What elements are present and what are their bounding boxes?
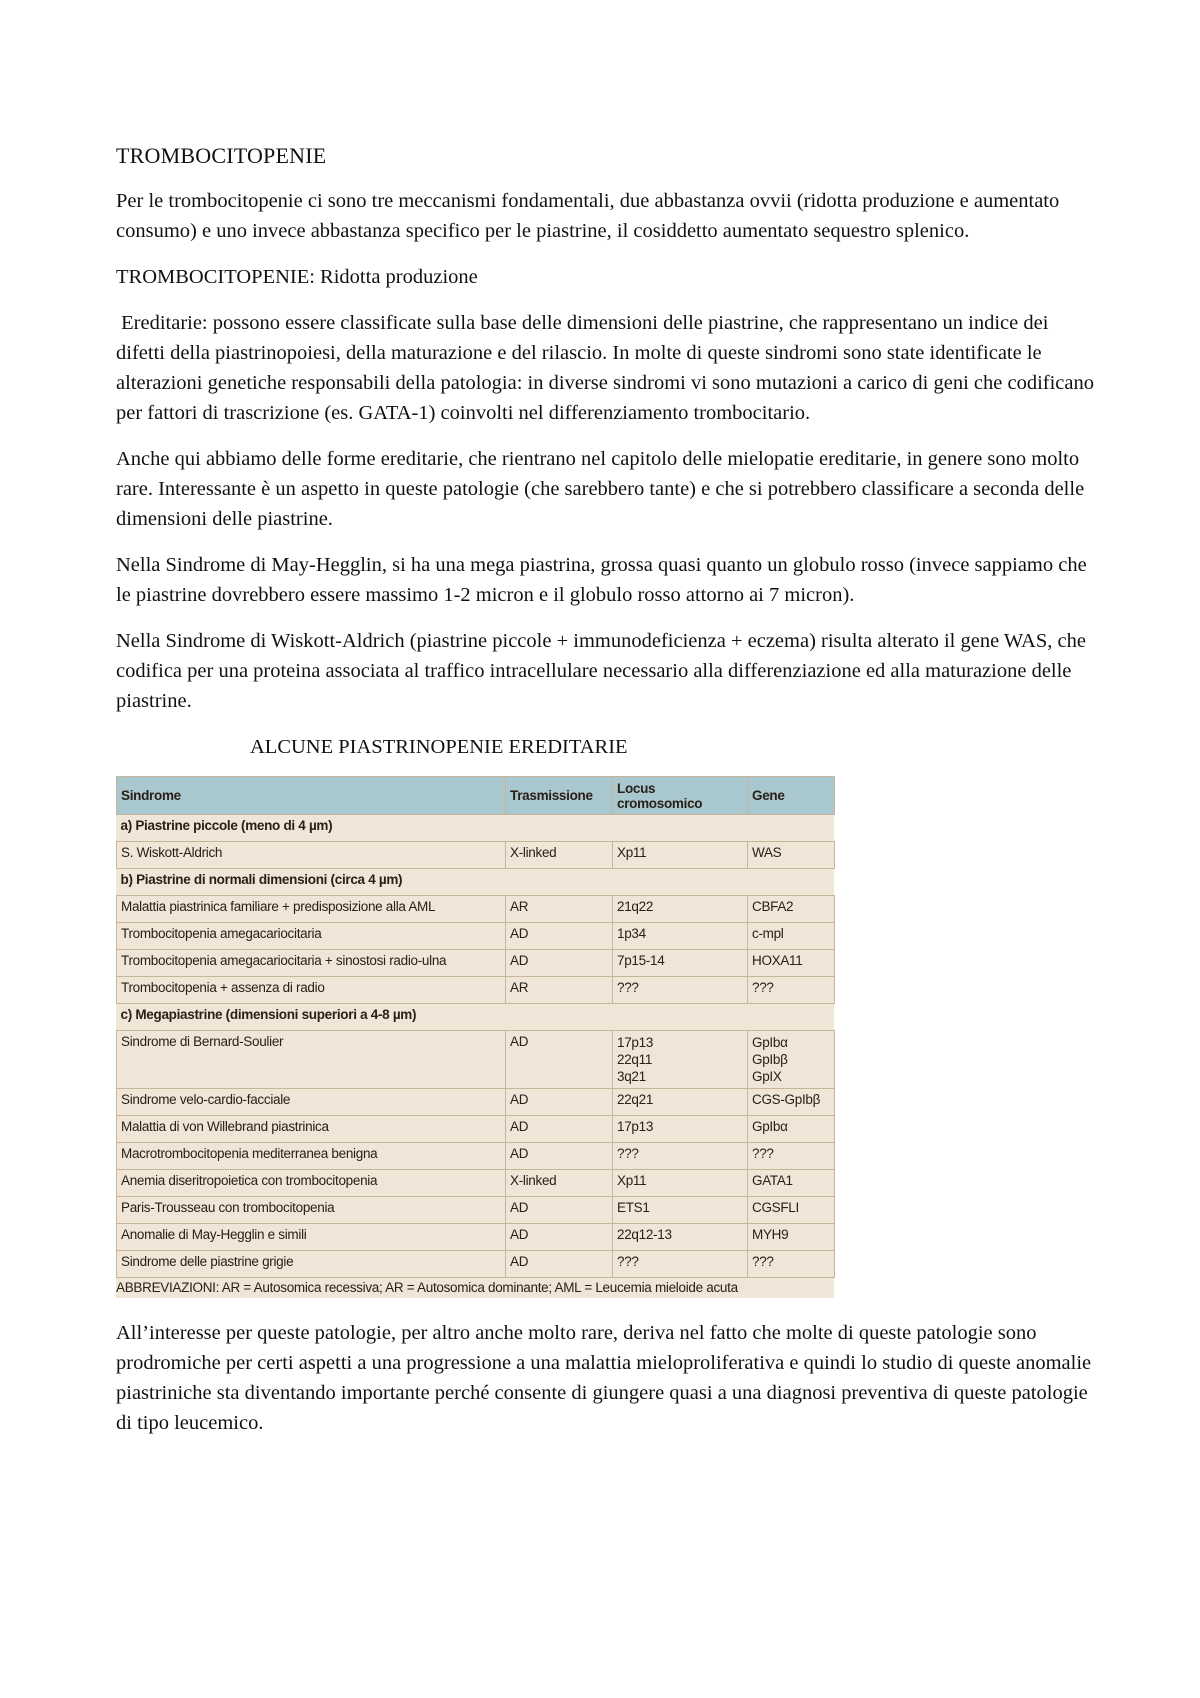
cell-trasmissione: AD	[506, 1031, 613, 1089]
section-label: c) Megapiastrine (dimensioni superiori a 4-8 µm)	[117, 1004, 835, 1031]
section-label: a) Piastrine piccole (meno di 4 µm)	[117, 815, 835, 842]
locus-line: 3q21	[617, 1069, 646, 1084]
cell-gene: HOXA11	[748, 950, 835, 977]
cell-locus: 21q22	[613, 896, 748, 923]
locus-line: 22q11	[617, 1052, 653, 1067]
cell-gene: MYH9	[748, 1224, 835, 1251]
cell-locus: Xp11	[613, 1170, 748, 1197]
table-row	[117, 1197, 835, 1224]
cell-gene: WAS	[748, 842, 835, 869]
cell-gene: CBFA2	[748, 896, 835, 923]
table-row	[117, 1031, 835, 1089]
cell-sindrome: Sindrome velo-cardio-facciale	[117, 1089, 506, 1116]
table-section-row	[117, 815, 835, 842]
document-title: TROMBOCITOPENIE	[116, 143, 327, 168]
cell-gene: ???	[748, 1251, 835, 1278]
cell-trasmissione: AD	[506, 1116, 613, 1143]
cell-gene: GpIbα	[748, 1116, 835, 1143]
table-row	[117, 1143, 835, 1170]
table-section-row	[117, 1004, 835, 1031]
cell-trasmissione: AR	[506, 977, 613, 1004]
paragraph-intro: Per le trombocitopenie ci sono tre meccanismi fondamentali, due abbastanza ovvii (ridotta produzione e aumentato consumo) e uno invece abbastanza specifico per le piastrine, il cosiddetto aumentato sequestro splenico.	[116, 190, 1060, 242]
header-trasmissione: Trasmissione	[506, 777, 613, 815]
table-row	[117, 923, 835, 950]
cell-sindrome: Malattia di von Willebrand piastrinica	[117, 1116, 506, 1143]
cell-gene	[748, 1031, 835, 1089]
paragraph-heading: TROMBOCITOPENIE: Ridotta produzione	[116, 266, 478, 288]
cell-locus: ???	[613, 1143, 748, 1170]
cell-gene: ???	[748, 1143, 835, 1170]
table-abbreviations: ABBREVIAZIONI: AR = Autosomica recessiva; AR = Autosomica dominante; AML = Leucemia mieloide acuta	[116, 1280, 738, 1295]
cell-gene: c-mpl	[748, 923, 835, 950]
table-section-row	[117, 869, 835, 896]
table-row	[117, 977, 835, 1004]
cell-trasmissione: AD	[506, 1224, 613, 1251]
cell-trasmissione: AR	[506, 896, 613, 923]
table-row	[117, 950, 835, 977]
cell-sindrome: Trombocitopenia + assenza di radio	[117, 977, 506, 1004]
gene-line: GpIbβ	[752, 1052, 788, 1067]
cell-locus: Xp11	[613, 842, 748, 869]
cell-locus: 17p13	[613, 1116, 748, 1143]
cell-sindrome: Paris-Trousseau con trombocitopenia	[117, 1197, 506, 1224]
cell-trasmissione: AD	[506, 950, 613, 977]
piastrinopenie-table-figure	[116, 776, 834, 1298]
table-row	[117, 1116, 835, 1143]
table-row	[117, 1170, 835, 1197]
cell-sindrome: Macrotrombocitopenia mediterranea benigna	[117, 1143, 506, 1170]
cell-trasmissione: AD	[506, 1089, 613, 1116]
cell-gene: CGS-GpIbβ	[748, 1089, 835, 1116]
cell-sindrome: Trombocitopenia amegacariocitaria + sinostosi radio-ulna	[117, 950, 506, 977]
locus-line: 17p13	[617, 1035, 654, 1050]
table-row	[117, 896, 835, 923]
table-row	[117, 1251, 835, 1278]
cell-locus: 7p15-14	[613, 950, 748, 977]
cell-gene: CGSFLI	[748, 1197, 835, 1224]
cell-locus: 22q12-13	[613, 1224, 748, 1251]
gene-line: GpIbα	[752, 1035, 788, 1050]
cell-sindrome: Malattia piastrinica familiare + predisposizione alla AML	[117, 896, 506, 923]
cell-trasmissione: AD	[506, 1251, 613, 1278]
piastrinopenie-table	[116, 776, 835, 1278]
cell-gene: ???	[748, 977, 835, 1004]
header-locus: Locus cromosomico	[613, 777, 748, 815]
cell-sindrome: Anomalie di May-Hegglin e simili	[117, 1224, 506, 1251]
header-gene: Gene	[748, 777, 835, 815]
cell-sindrome: Anemia diseritropoietica con trombocitopenia	[117, 1170, 506, 1197]
cell-trasmissione: AD	[506, 1197, 613, 1224]
cell-sindrome: S. Wiskott-Aldrich	[117, 842, 506, 869]
paragraph-wiskott-aldrich: Nella Sindrome di Wiskott-Aldrich (piastrine piccole + immunodeficienza + eczema) risulta alterato il gene WAS, che codifica per una proteina associata al traffico intracellulare necessario alla differenziazione ed alla maturazione delle piastrine.	[116, 630, 1086, 712]
cell-gene: GATA1	[748, 1170, 835, 1197]
cell-trasmissione: X-linked	[506, 1170, 613, 1197]
cell-locus: ETS1	[613, 1197, 748, 1224]
cell-locus: ???	[613, 1251, 748, 1278]
table-row	[117, 1089, 835, 1116]
cell-sindrome: Sindrome delle piastrine grigie	[117, 1251, 506, 1278]
cell-trasmissione: X-linked	[506, 842, 613, 869]
cell-trasmissione: AD	[506, 1143, 613, 1170]
cell-locus: ???	[613, 977, 748, 1004]
cell-sindrome: Sindrome di Bernard-Soulier	[117, 1031, 506, 1089]
cell-locus: 1p34	[613, 923, 748, 950]
table-title: ALCUNE PIASTRINOPENIE EREDITARIE	[250, 736, 628, 758]
cell-trasmissione: AD	[506, 923, 613, 950]
cell-locus	[613, 1031, 748, 1089]
table-row	[117, 842, 835, 869]
header-sindrome: Sindrome	[117, 777, 506, 815]
cell-sindrome: Trombocitopenia amegacariocitaria	[117, 923, 506, 950]
table-header-row	[117, 777, 835, 815]
paragraph-closing: All’interesse per queste patologie, per altro anche molto rare, deriva nel fatto che molte di queste patologie sono prodromiche per certi aspetti a una progressione a una malattia mieloproliferativa e quindi lo studio di queste anomalie piastriniche sta diventando importante perché consente di giungere quasi a una diagnosi preventiva di queste patologie di tipo leucemico.	[116, 1322, 1092, 1434]
section-label: b) Piastrine di normali dimensioni (circa 4 µm)	[117, 869, 835, 896]
table-row	[117, 1224, 835, 1251]
paragraph-may-hegglin: Nella Sindrome di May-Hegglin, si ha una mega piastrina, grossa quasi quanto un globulo rosso (invece sappiamo che le piastrine dovrebbero essere massimo 1-2 micron e il globulo rosso attorno ai 7 micron).	[116, 554, 1087, 606]
cell-locus: 22q21	[613, 1089, 748, 1116]
paragraph-forms: Anche qui abbiamo delle forme ereditarie, che rientrano nel capitolo delle mielopatie ereditarie, in genere sono molto rare. Interessante è un aspetto in queste patologie (che sarebbero tante) e che si potrebbero classificare a seconda delle dimensioni delle piastrine.	[116, 448, 1085, 530]
gene-line: GpIX	[752, 1069, 782, 1084]
paragraph-hereditary: Ereditarie: possono essere classificate sulla base delle dimensioni delle piastrine, che rappresentano un indice dei difetti della piastrinopoiesi, della maturazione e del rilascio. In molte di queste sindromi sono state identificate le alterazioni genetiche responsabili della patologia: in diverse sindromi vi sono mutazioni a carico di geni che codificano per fattori di trascrizione (es. GATA-1) coinvolti nel differenziamento trombocitario.	[116, 312, 1100, 424]
